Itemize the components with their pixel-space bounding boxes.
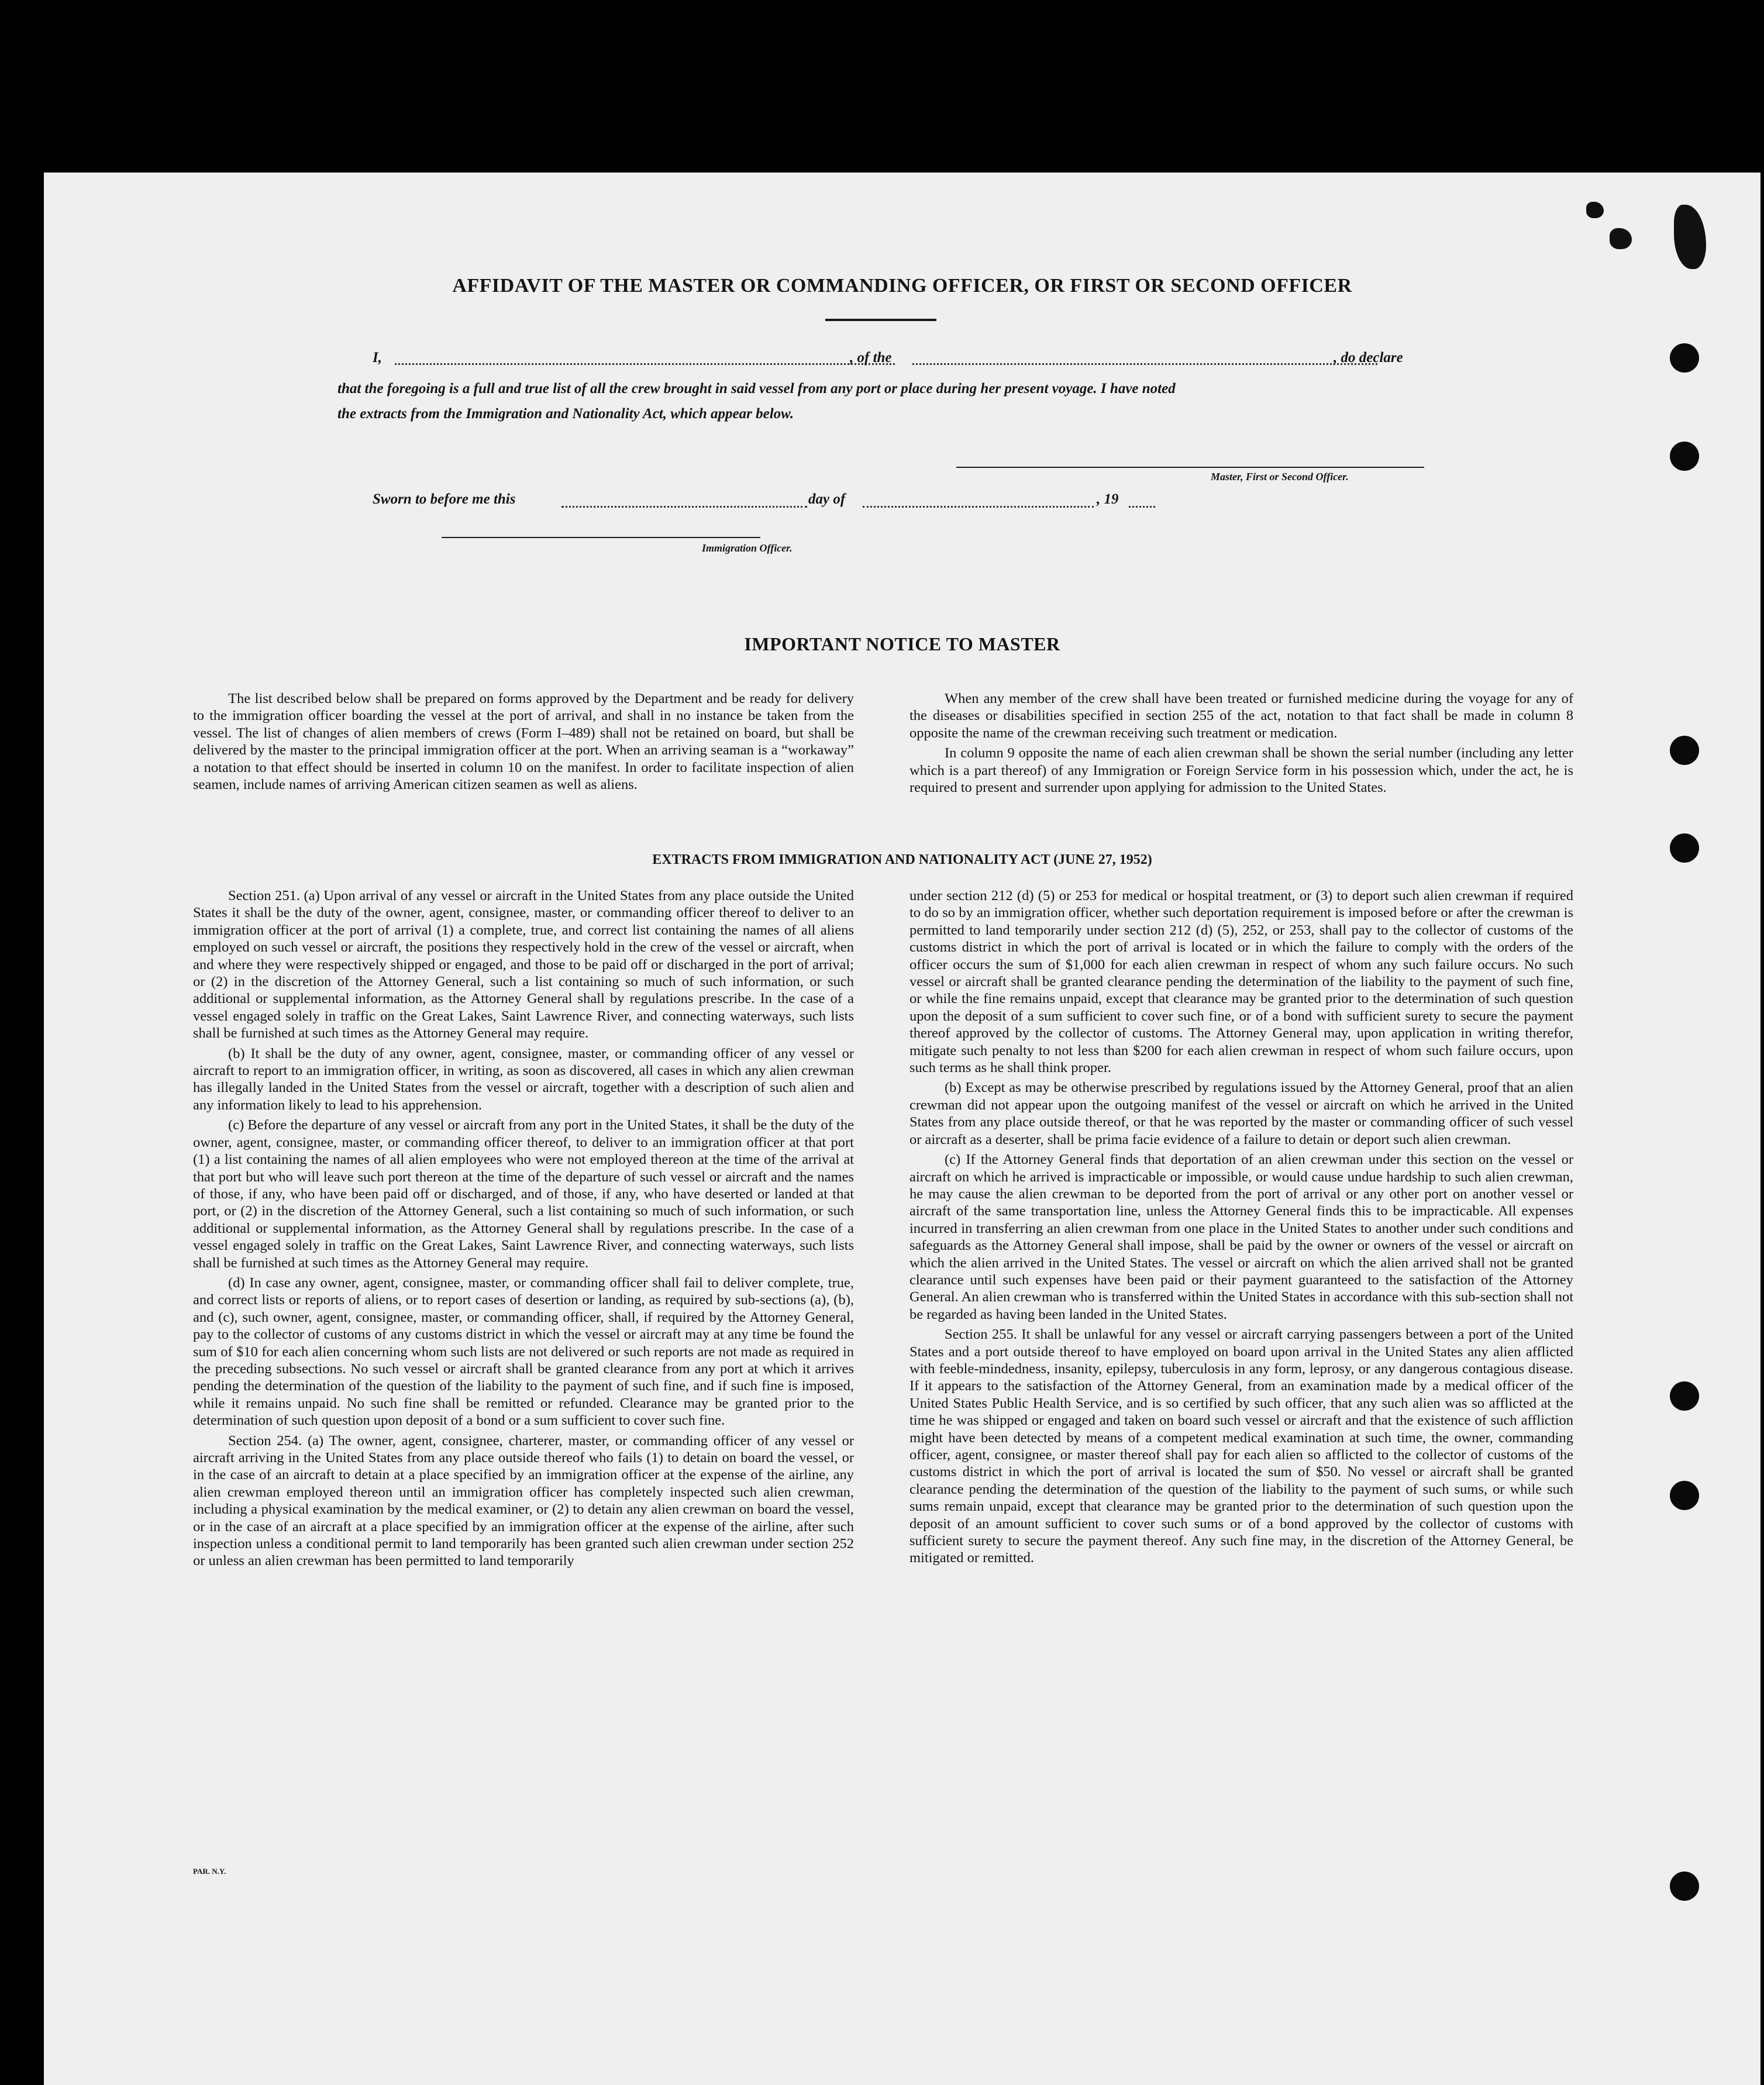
statement-line-1: that the foregoing is a full and true list of all the crew brought in said vessel from any port or place during her present voyage. I have noted xyxy=(337,381,1176,397)
form-page xyxy=(44,173,1760,2085)
ink-blot xyxy=(1610,228,1632,249)
statement-line-2: the extracts from the Immigration and Nationality Act, which appear below. xyxy=(337,406,794,422)
extracts-left-column xyxy=(193,887,854,1573)
title-underline xyxy=(825,319,936,321)
notice-right-column xyxy=(909,690,1573,799)
binder-hole xyxy=(1670,343,1699,373)
sworn-day-field[interactable] xyxy=(561,506,807,508)
notice-right-paragraph-1: When any member of the crew shall have been treated or furnished medicine during the voyage for any of the diseases or disabilities specified in section 255 of the act, notation to that fact shall be made in column 8 opposite the name of the crewman receiving such treatment or medication. xyxy=(909,691,1573,741)
sworn-label: Sworn to before me this xyxy=(373,491,516,507)
binder-hole xyxy=(1670,833,1699,863)
affidavit-title: AFFIDAVIT OF THE MASTER OR COMMANDING OFFICER, OR FIRST OR SECOND OFFICER xyxy=(452,275,1352,297)
year-label: , 19 xyxy=(1097,491,1119,507)
master-signature-label: Master, First or Second Officer. xyxy=(1211,471,1349,483)
extracts-right-column xyxy=(909,887,1573,1570)
section-251-a: Section 251. (a) Upon arrival of any vessel or aircraft in the United States from any place outside the United States it shall be the duty of the owner, agent, consignee, master, or commanding officer thereof to deliver to an immigration officer at the port of arrival (1) a complete, true, and correct list containing the names of all aliens employed on such vessel or aircraft, the positions they respectively hold in the crew of the vessel or aircraft, when and where they were respectively shipped or engaged, and those to be paid off or discharged in the port of arrival; or (2) in the discretion of the Attorney General, such a list containing so much of such information, or such additional or supplemental information, as the Attorney General shall by regulations prescribe. In the case of a vessel engaged solely in traffic on the Great Lakes, Saint Lawrence River, and connecting waterways, such lists shall be furnished at such times as the Attorney General may require. xyxy=(193,888,854,1042)
notice-title: IMPORTANT NOTICE TO MASTER xyxy=(744,633,1060,654)
sworn-month-field[interactable] xyxy=(863,506,1094,508)
section-254-c: (c) If the Attorney General finds that deportation of an alien crewman under this section on the vessel or aircraft on which he arrived is impracticable or impossible, or would cause undue hardship to such alien crewman, he may cause the alien crewman to be deported from the port of arrival or any other port on another vessel or aircraft of the same transportation line, unless the Attorney General finds this to be impracticable. All expenses incurred in transferring an alien crewman from one place in the United States to another under such conditions and safeguards as the Attorney General shall impose, shall be paid by the owner or owners of the vessel or aircraft on which the alien arrived in the United States. The vessel or aircraft on which the alien arrived shall not be granted clearance until such expenses have been paid or their payment guaranteed to the satisfaction of the Attorney General. An alien crewman who is transferred within the United States in accordance with this sub-section shall not be regarded as having been landed in the United States. xyxy=(909,1152,1573,1322)
of-the-label: , of the xyxy=(850,350,892,366)
binder-hole xyxy=(1670,736,1699,765)
binder-hole xyxy=(1670,1872,1699,1901)
section-254-b: (b) Except as may be otherwise prescribed by regulations issued by the Attorney General, proof that an alien crewman did not appear upon the outgoing manifest of the vessel or aircraft on which he arrived in the United States from any place outside thereof, or that he was reported by the master or commanding officer of such vessel or aircraft as a deserter, shall be prima facie evidence of a failure to detain or deport such alien crewman. xyxy=(909,1080,1573,1147)
vessel-field[interactable] xyxy=(912,363,1377,365)
sworn-year-field[interactable] xyxy=(1129,506,1155,508)
binder-hole xyxy=(1670,1381,1699,1411)
name-field[interactable] xyxy=(395,363,895,365)
notice-right-paragraph-2: In column 9 opposite the name of each alien crewman shall be shown the serial number (including any letter which is a part thereof) of any Immigration or Foreign Service form in his possession which, under the act, he is required to present and surrender upon applying for admission to the United States. xyxy=(909,745,1573,796)
binder-hole xyxy=(1670,1481,1699,1510)
officer-signature-label: Immigration Officer. xyxy=(702,542,793,554)
notice-left-paragraph: The list described below shall be prepared on forms approved by the Department and be ready for delivery to the immigration officer boarding the vessel at the port of arrival, and shall in no instance be taken from the vessel. The list of changes of alien members of crews (Form I–489) shall not be retained on board, but shall be delivered by the master to the principal immigration officer at the port. When an arriving seaman is a “workaway” a notation to that effect should be inserted in column 10 on the manifest. In order to facilitate inspection of alien seamen, include names of arriving American citizen seamen as well as aliens. xyxy=(193,691,854,793)
extracts-title: EXTRACTS FROM IMMIGRATION AND NATIONALITY ACT (JUNE 27, 1952) xyxy=(652,852,1152,867)
section-254-a-continued: under section 212 (d) (5) or 253 for medical or hospital treatment, or (3) to deport such alien crewman if required to do so by an immigration officer, whether such deportation requirement is imposed before or after the crewman is permitted to land temporarily under section 212 (d) (5), 252, or 253, shall pay to the collector of customs of the customs district in which the port of arrival is located or in which the failure to comply with the orders of the officer occurs the sum of $1,000 for each alien crewman in respect of whom any such failure occurs. No such vessel or aircraft shall be granted clearance pending the determination of the liability to the payment of such fine, or while the fine remains unpaid, except that clearance may be granted prior to the determination of such question upon the deposit of a sum sufficient to cover such fine, or of a bond with sufficient surety to secure the payment thereof approved by the collector of customs. The Attorney General may, upon application in writing therefor, mitigate such penalty to not less than $200 for each alien crewman in respect of whom such failure occurs, upon such terms as he shall think proper. xyxy=(909,888,1573,1076)
section-255: Section 255. It shall be unlawful for any vessel or aircraft carrying passengers between a port of the United States and a port outside thereof to have employed on board upon arrival in the United States any alien afflicted with feeble-mindedness, insanity, epilepsy, tuberculosis in any form, leprosy, or any dangerous contagious disease. If it appears to the satisfaction of the Attorney General, from an examination made by a medical officer of the United States Public Health Service, and is so certified by such officer, that any such alien was so afflicted at the time he was shipped or engaged and taken on board such vessel or aircraft and that the existence of such affliction might have been detected by means of a competent medical examination at such time, the owner, commanding officer, agent, consignee, or master thereof shall pay for each alien so afflicted to the collector of customs of the customs district in which the port of arrival is located the sum of $50. No vessel or aircraft shall be granted clearance pending the determination of the question of the liability to the payment of such sums, or while such sums remain unpaid, except that clearance may be granted prior to the determination of such question upon the deposit of an amount sufficient to cover such sums or of a bond approved by the collector of customs with sufficient surety to secure the payment thereof. Any such fine may, in the discretion of the Attorney General, be mitigated or remitted. xyxy=(909,1326,1573,1566)
printer-mark: PAR. N.Y. xyxy=(193,1867,226,1876)
section-251-c: (c) Before the departure of any vessel or aircraft from any port in the United States, it shall be the duty of the owner, agent, consignee, master, or commanding officer thereof, to deliver to an immigration officer at that port (1) a list containing the names of all alien employees who were not employed thereon at the time of the arrival at that port but who will leave such port thereon at the time of the departure of such vessel or aircraft and the names of those, if any, who have been paid off or discharged, and of those, if any, who have deserted or landed at that port, or (2) in the discretion of the Attorney General, such a list containing so much of such information, or such additional or supplemental information, as the Attorney General shall by regulations prescribe. In the case of a vessel engaged solely in traffic on the Great Lakes, Saint Lawrence River, and connecting waterways, such lists shall be furnished at such times as the Attorney General may require. xyxy=(193,1117,854,1271)
ink-blot xyxy=(1586,202,1604,218)
binder-hole xyxy=(1670,442,1699,471)
day-of-label: day of xyxy=(808,491,846,507)
officer-signature-line[interactable] xyxy=(442,537,760,538)
do-declare-label: , do declare xyxy=(1334,350,1403,366)
section-254-a: Section 254. (a) The owner, agent, consignee, charterer, master, or commanding officer of any vessel or aircraft arriving in the United States from any place outside thereof who fails (1) to detain on board the vessel, or in the case of an aircraft to detain at a place specified by an immigration officer at the expense of the airline, any alien crewman employed thereon until an immigration officer has completely inspected such alien crewman, including a physical examination by the medical examiner, or (2) to detain any alien crewman on board the vessel, or in the case of an aircraft at a place specified by an immigration officer at the expense of the airline, after such inspection unless a conditional permit to land temporarily has been granted such alien crewman under section 252 or unless an alien crewman has been permitted to land temporarily xyxy=(193,1432,854,1569)
section-251-b: (b) It shall be the duty of any owner, agent, consignee, master, or commanding officer of any vessel or aircraft to report to an immigration officer, in writing, as soon as discovered, all cases in which any alien crewman has illegally landed in the United States from the vessel or aircraft, together with a description of such alien and any information likely to lead to his apprehension. xyxy=(193,1045,854,1113)
i-label: I, xyxy=(373,350,382,366)
master-signature-line[interactable] xyxy=(956,467,1424,468)
section-251-d: (d) In case any owner, agent, consignee, master, or commanding officer shall fail to deliver complete, true, and correct lists or reports of aliens, or to report cases of desertion or landing, as required by sub-sections (a), (b), and (c), such owner, agent, consignee, master, or commanding officer, shall, if required by the Attorney General, pay to the collector of customs of any customs district in which the vessel or aircraft may at any time be found the sum of $10 for each alien concerning whom such lists are not delivered or such reports are not made as required in the preceding subsections. No such vessel or aircraft shall be granted clearance from any port at which it arrives pending the determination of the question of the liability to the payment of such fine, and if such fine is imposed, while it remains unpaid. No such fine shall be remitted or refunded. Clearance may be granted prior to the determination of such question upon deposit of a bond or a sum sufficient to cover such fine. xyxy=(193,1274,854,1429)
notice-left-column xyxy=(193,690,854,796)
